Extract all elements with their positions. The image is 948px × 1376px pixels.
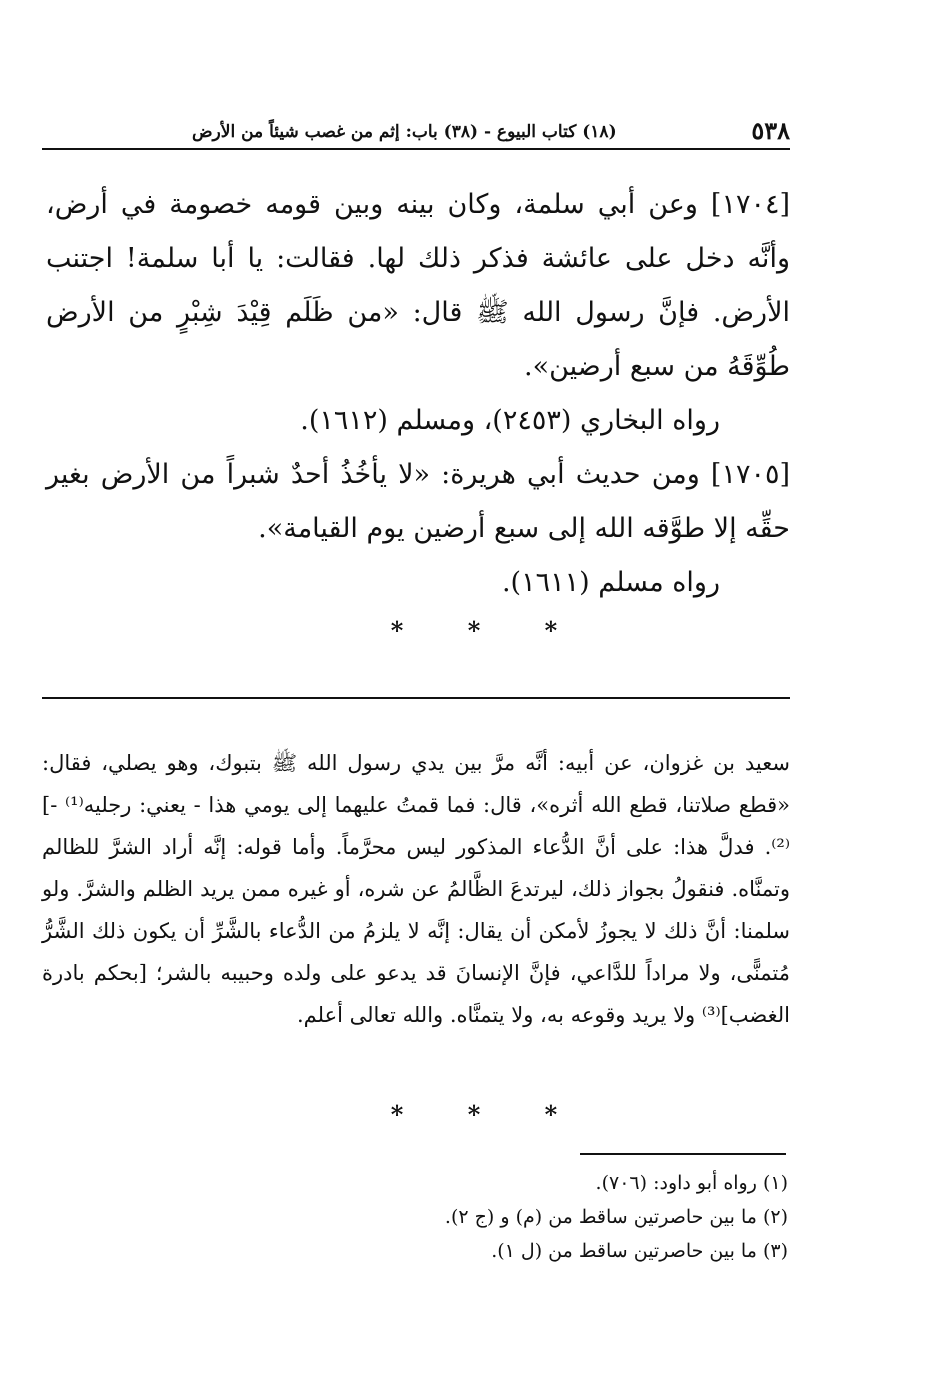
page-number: ٥٣٨	[751, 116, 790, 145]
commentary-divider	[42, 697, 790, 699]
separator-star: *	[544, 1100, 558, 1129]
separator-star: *	[544, 616, 558, 645]
hadith-1705-source: رواه مسلم (١٦١١).	[501, 567, 720, 598]
footnotes-divider	[580, 1153, 786, 1155]
separator-star: *	[467, 1100, 481, 1129]
commentary-section	[42, 742, 790, 1036]
footnotes	[42, 1166, 788, 1268]
section-separator	[0, 616, 948, 645]
separator-star: *	[467, 616, 481, 645]
header-divider	[42, 148, 790, 150]
commentary-separator	[0, 1100, 948, 1129]
footnote-2: (٢) ما بين حاصرتين ساقط من (م) و (ج ٢).	[444, 1206, 788, 1228]
hadith-1704: [١٧٠٤] وعن أبي سلمة، وكان بينه وبين قومه خصومة في أرض، وأنَّه دخل على عائشة فذكر ذلك لها. فقالت: يا أبا سلمة! اجتنب الأرض. فإنَّ رسول الله ﷺ قال: «من ظَلَم قِيْدَ شِبْرٍ من الأرض طُوِّقَهُ من سبع أرضين».	[46, 189, 790, 382]
hadith-1704-source: رواه البخاري (٢٤٥٣)، ومسلم (١٦١٢).	[300, 405, 720, 436]
separator-star: *	[390, 1100, 404, 1129]
footnote-1: (١) رواه أبو داود: (٧٠٦).	[595, 1172, 788, 1194]
page-header	[42, 110, 790, 148]
hadith-section	[46, 178, 790, 610]
commentary-text: سعيد بن غزوان، عن أبيه: أنَّه مرَّ بين يدي رسول الله ﷺ بتبوك، وهو يصلي، فقال: «قطع صلاتنا، قطع الله أثره»، قال: فما قمتُ عليهما إلى يومي هذا - يعني: رجليه⁽¹⁾ -]⁽²⁾. فدلَّ هذا: على أنَّ الدُّعاء المذكور ليس محرَّماً. وأما قوله: إنَّه أراد الشرَّ للظالم وتمنَّاه. فنقولُ بجواز ذلك، ليرتدعَ الظَّالمُ عن شره، أو غيره ممن يريد الظلم والشرَّ. ولو سلمنا: أنَّ ذلك لا يجوزُ لأمكن أن يقال: إنَّه لا يلزمُ من الدُّعاء بالشَّرِّ أن يكون ذلك الشَّرُّ مُتمنًّى، ولا مراداً للدَّاعي، فإنَّ الإنسانَ قد يدعو على ولده وحبيبه بالشر؛ [بحكم بادرة الغضب]⁽³⁾ ولا يريد وقوعه به، ولا يتمنَّاه. والله تعالى أعلم.	[42, 751, 791, 1027]
separator-star: *	[390, 616, 404, 645]
running-title: (١٨) كتاب البيوع - (٣٨) باب: إثم من غصب شيئاً من الأرض	[192, 122, 617, 142]
hadith-1705: [١٧٠٥] ومن حديث أبي هريرة: «لا يأخُذُ أحدٌ شبراً من الأرض بغير حقِّه إلا طوَّقه الله إلى سبع أرضين يوم القيامة».	[46, 459, 790, 544]
footnote-3: (٣) ما بين حاصرتين ساقط من (ل ١).	[491, 1240, 788, 1262]
